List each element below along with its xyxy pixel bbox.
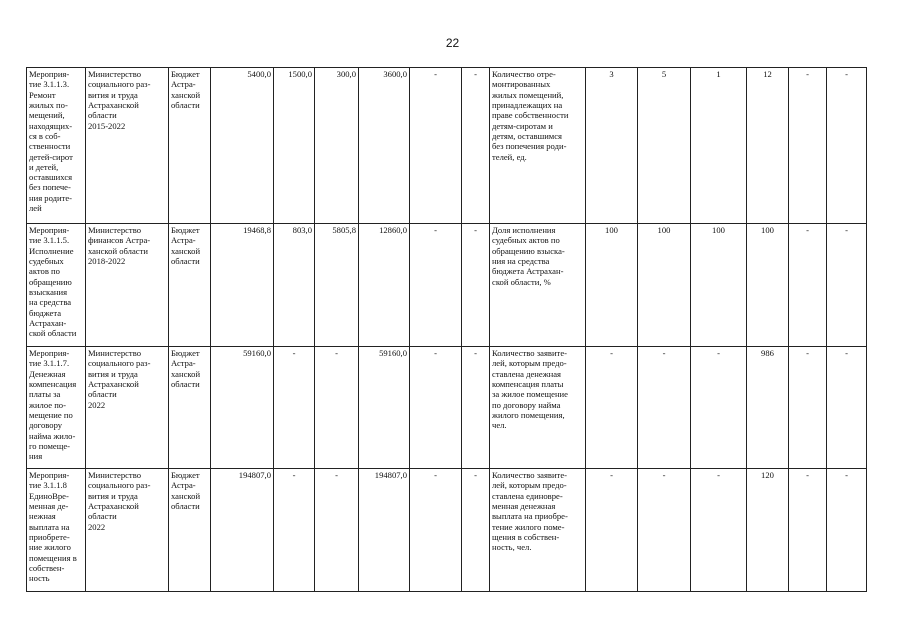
indicator-value-cell: 120	[747, 469, 789, 592]
page-number: 22	[445, 36, 460, 50]
event-cell: Мероприя- тие 3.1.1.5. Исполнение судебных актов по обращению взыскания на средства бюджета Астрахан- ской области	[27, 224, 86, 347]
executor-cell: Министерство социального раз- вития и труда Астраханской области 2015-2022	[86, 68, 169, 224]
indicator-value-cell: 986	[747, 347, 789, 469]
total-cell: 59160,0	[211, 347, 274, 469]
indicator-value-cell: 12	[747, 68, 789, 224]
executor-cell: Министерство социального раз- вития и труда Астраханской области 2022	[86, 347, 169, 469]
executor-cell: Министерство социального раз- вития и труда Астраханской области 2022	[86, 469, 169, 592]
year-value-cell: -	[315, 469, 359, 592]
event-cell: Мероприя- тие 3.1.1.7. Денежная компенсация платы за жилое по- мещение по договору найма жило- го помеще- ния	[27, 347, 86, 469]
indicator-value-cell: 100	[691, 224, 747, 347]
table-row	[27, 347, 867, 469]
indicator-value-cell: -	[827, 347, 867, 469]
indicator-cell: Количество заявите- лей, которым предо- ставлена единовре- менная денежная выплата на приобре- тение жилого поме- щения в собствен- ность, чел.	[490, 469, 586, 592]
year-value-cell: -	[462, 347, 490, 469]
program-table	[26, 67, 867, 592]
table-row	[27, 68, 867, 224]
indicator-value-cell: 3	[586, 68, 638, 224]
year-value-cell: -	[410, 347, 462, 469]
indicator-value-cell: -	[691, 469, 747, 592]
year-value-cell: 300,0	[315, 68, 359, 224]
executor-cell: Министерство финансов Астра- ханской области 2018-2022	[86, 224, 169, 347]
indicator-value-cell: -	[789, 347, 827, 469]
year-value-cell: -	[274, 469, 315, 592]
indicator-value-cell: 100	[638, 224, 691, 347]
table-row	[27, 224, 867, 347]
year-value-cell: -	[410, 469, 462, 592]
total-cell: 19468,8	[211, 224, 274, 347]
year-value-cell: 803,0	[274, 224, 315, 347]
indicator-cell: Количество заявите- лей, которым предо- ставлена денежная компенсация платы за жилое помещение по договору найма жилого помещения, чел.	[490, 347, 586, 469]
year-value-cell: 59160,0	[359, 347, 410, 469]
indicator-value-cell: -	[691, 347, 747, 469]
year-value-cell: 5805,8	[315, 224, 359, 347]
event-cell: Мероприя- тие 3.1.1.3. Ремонт жилых по- мещений, находящих- ся в соб- ственности детей-сирот и детей, оставшихся без попече- ния родите- лей	[27, 68, 86, 224]
year-value-cell: -	[410, 68, 462, 224]
indicator-value-cell: -	[789, 469, 827, 592]
indicator-cell: Доля исполнения судебных актов по обращению взыска- ния на средства бюджета Астрахан- ской области, %	[490, 224, 586, 347]
source-cell: Бюджет Астра- ханской области	[169, 469, 211, 592]
source-cell: Бюджет Астра- ханской области	[169, 347, 211, 469]
total-cell: 5400,0	[211, 68, 274, 224]
year-value-cell: -	[462, 224, 490, 347]
indicator-value-cell: -	[586, 347, 638, 469]
indicator-value-cell: 100	[586, 224, 638, 347]
year-value-cell: -	[462, 68, 490, 224]
year-value-cell: -	[274, 347, 315, 469]
indicator-value-cell: 100	[747, 224, 789, 347]
indicator-value-cell: -	[638, 469, 691, 592]
source-cell: Бюджет Астра- ханской области	[169, 224, 211, 347]
total-cell: 194807,0	[211, 469, 274, 592]
year-value-cell: -	[410, 224, 462, 347]
year-value-cell: -	[315, 347, 359, 469]
indicator-value-cell: -	[586, 469, 638, 592]
indicator-value-cell: -	[827, 469, 867, 592]
year-value-cell: 194807,0	[359, 469, 410, 592]
indicator-value-cell: 5	[638, 68, 691, 224]
indicator-value-cell: -	[789, 224, 827, 347]
table-row	[27, 469, 867, 592]
event-cell: Мероприя- тие 3.1.1.8 ЕдиноВре- менная де- нежная выплата на приобрете- ние жилого помещения в собствен- ность	[27, 469, 86, 592]
indicator-value-cell: 1	[691, 68, 747, 224]
year-value-cell: 3600,0	[359, 68, 410, 224]
indicator-value-cell: -	[789, 68, 827, 224]
year-value-cell: -	[462, 469, 490, 592]
year-value-cell: 1500,0	[274, 68, 315, 224]
indicator-value-cell: -	[638, 347, 691, 469]
indicator-value-cell: -	[827, 68, 867, 224]
indicator-value-cell: -	[827, 224, 867, 347]
source-cell: Бюджет Астра- ханской области	[169, 68, 211, 224]
indicator-cell: Количество отре- монтированных жилых помещений, принадлежащих на праве собственности детям-сиротам и детям, оставшимся без попечения роди- телей, ед.	[490, 68, 586, 224]
year-value-cell: 12860,0	[359, 224, 410, 347]
